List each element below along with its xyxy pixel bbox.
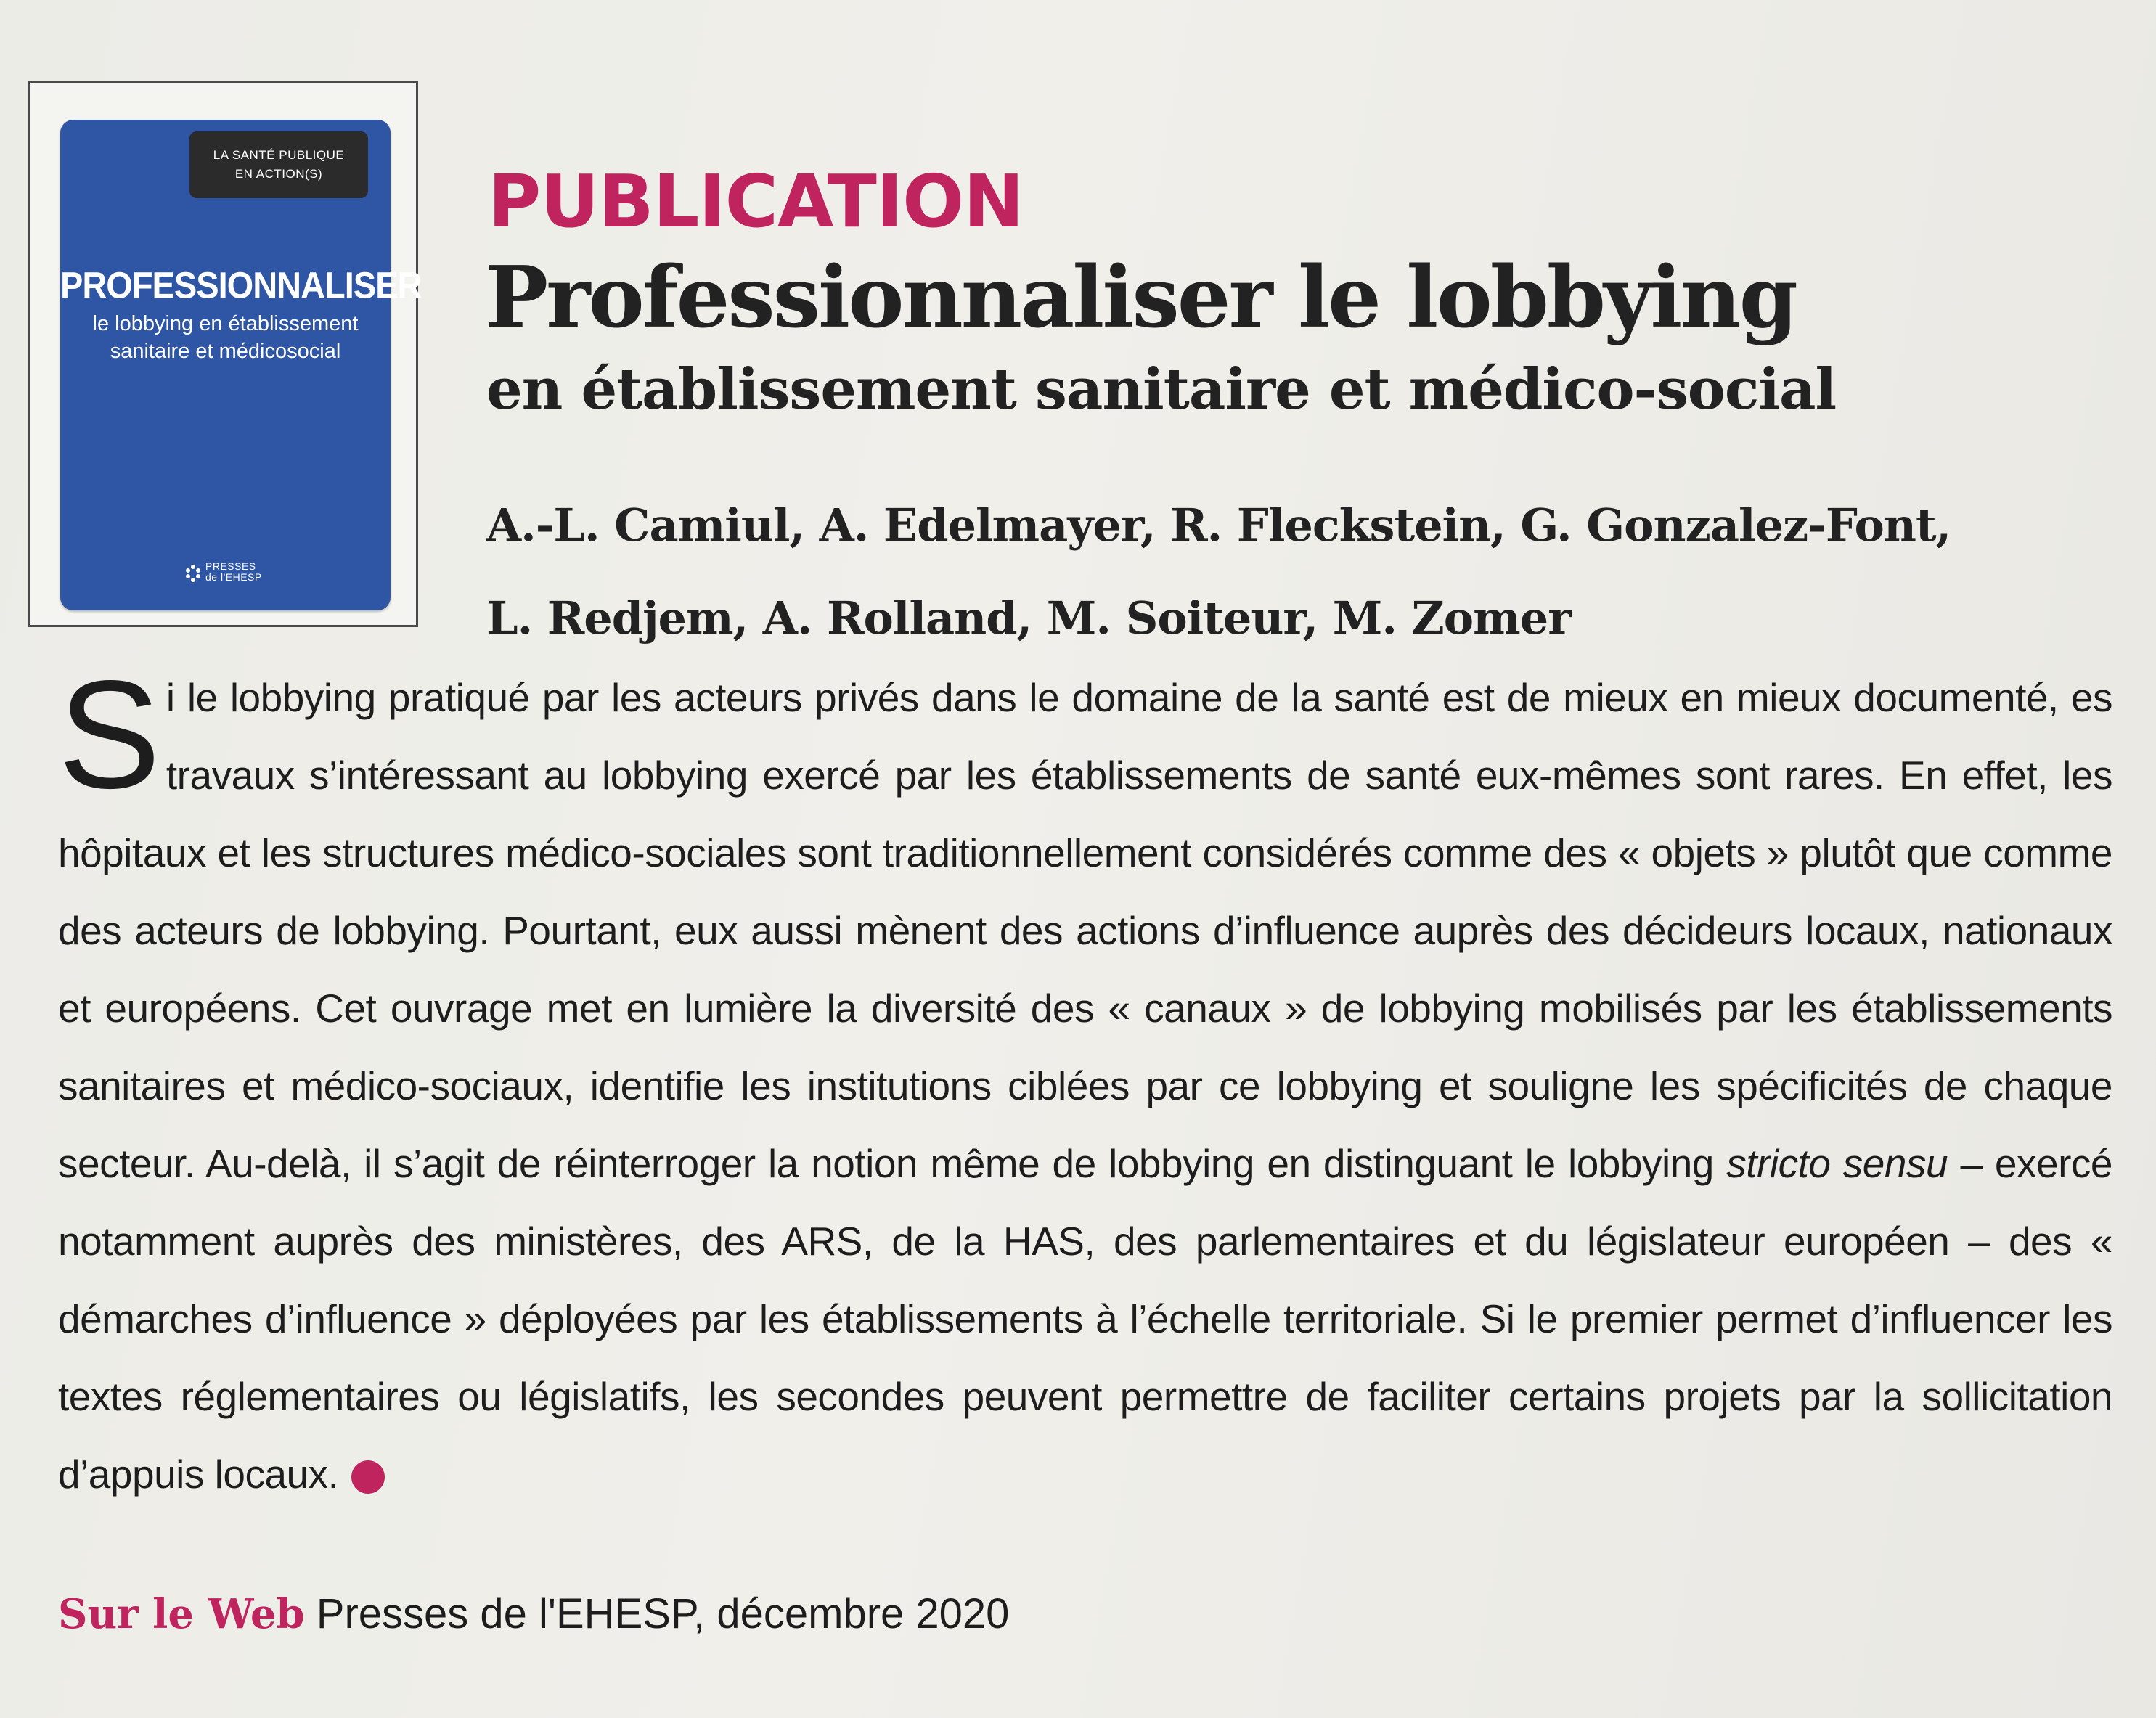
end-dot-icon	[351, 1460, 385, 1494]
publisher-line-2: de l'EHESP	[205, 571, 262, 583]
drop-cap: S	[58, 648, 160, 820]
authors-line-1: A.-L. Camiul, A. Edelmayer, R. Fleckstein, G. Gonzalez-Font,	[486, 499, 1951, 552]
cover-subtitle	[60, 310, 391, 365]
body-text-part-2: – exercé notamment auprès des ministères, des ARS, de la HAS, des parlementaires et du législateur européen – des « démarches d’influence » déployées par les établissements à l’échelle territoriale. Si le premier permet d’influencer les textes réglementaires ou législatifs, les secondes peuvent permettre de faciliter certains projets par la sollicitation d’appuis locaux.	[58, 1141, 2112, 1497]
cover-subtitle-line-1: le lobbying en établissement	[92, 312, 359, 335]
dots-logo-icon	[184, 564, 203, 584]
web-label: Sur le Web	[58, 1590, 305, 1638]
section-kicker: PUBLICATION	[488, 159, 1024, 244]
cover-subtitle-line-2: sanitaire et médicosocial	[110, 340, 341, 363]
series-label	[189, 131, 368, 198]
article-subtitle: en établissement sanitaire et médico-social	[486, 356, 1837, 422]
cover-title: PROFESSIONNALISER	[60, 263, 422, 306]
author-list	[486, 479, 2112, 665]
source-text: Presses de l'EHESP, décembre 2020	[304, 1590, 1010, 1637]
series-line-1: LA SANTÉ PUBLIQUE	[213, 148, 345, 162]
source-line	[58, 1590, 1010, 1638]
article-title: Professionnaliser le lobbying	[485, 248, 1796, 347]
publisher-line-1: PRESSES	[205, 560, 256, 572]
publisher-name	[205, 561, 262, 583]
book-cover-frame	[28, 81, 422, 627]
authors-line-2: L. Redjem, A. Rolland, M. Soiteur, M. Zomer	[486, 592, 1571, 645]
series-line-2: EN ACTION(S)	[234, 167, 323, 181]
article-body	[58, 648, 2112, 1513]
book-cover	[60, 120, 422, 610]
body-text-italic: stricto sensu	[1726, 1141, 1948, 1186]
publisher-logo	[184, 560, 278, 589]
body-text-part-1: i le lobbying pratiqué par les acteurs privés dans le domaine de la santé est de mieux en mieux documenté, es travaux s’intéressant au lobbying exercé par les établissements de santé eux-mêmes sont rares. En effet, les hôpitaux et les structures médico-sociales sont traditionnellement considérés comme des « objets » plutôt que comme des acteurs de lobbying. Pourtant, eux aussi mènent des actions d’influence auprès des décideurs locaux, nationaux et européens. Cet ouvrage met en lumière la diversité des « canaux » de lobbying mobilisés par les établissements sanitaires et médico-sociaux, identifie les institutions ciblées par ce lobbying et souligne les spécificités de chaque secteur. Au-delà, il s’agit de réinterroger la notion même de lobbying en distinguant le lobbying	[58, 675, 2112, 1186]
